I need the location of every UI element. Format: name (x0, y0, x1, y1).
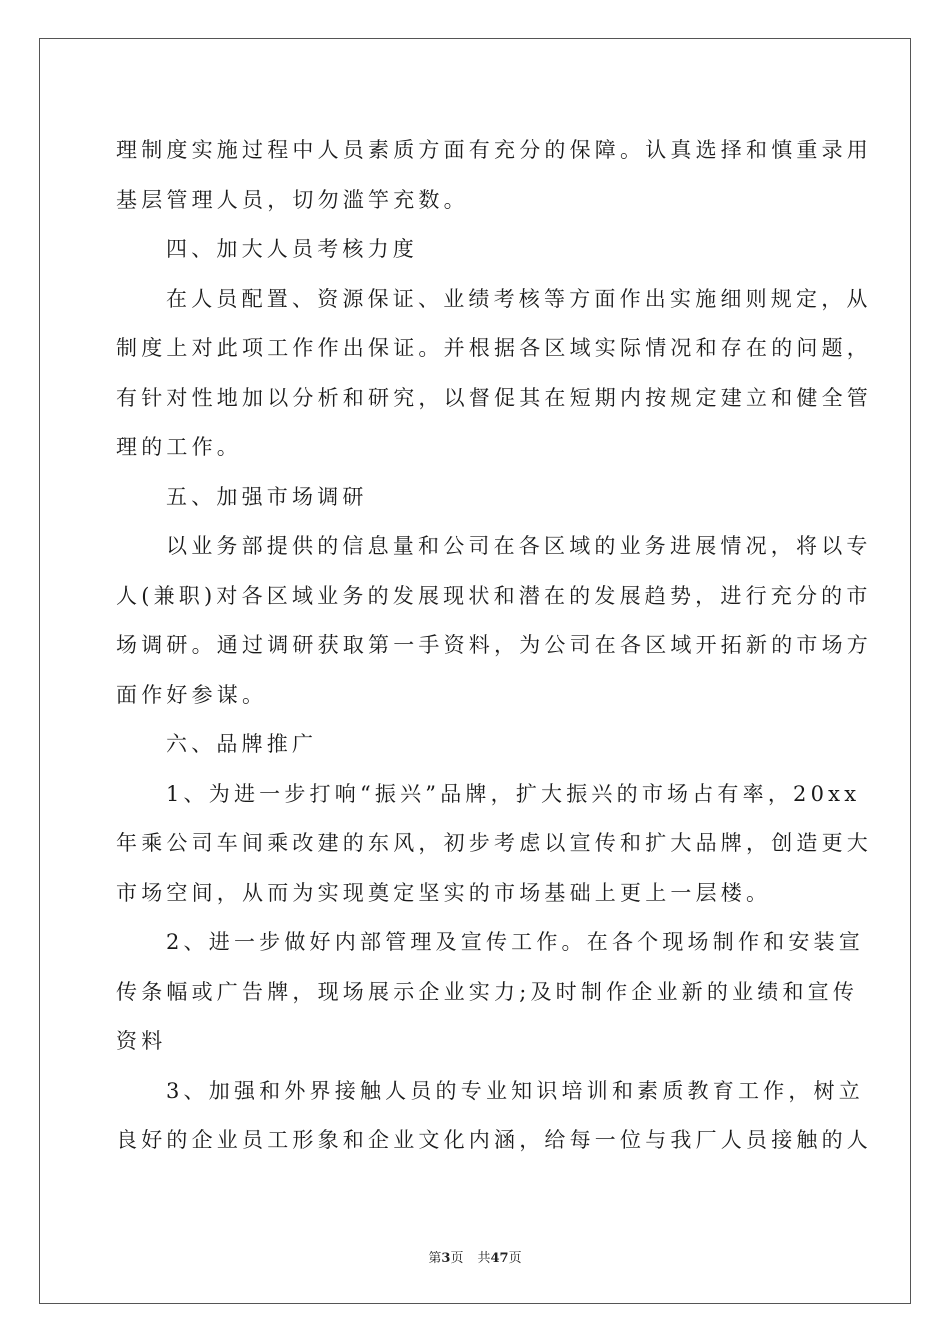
footer-page-suffix: 页 (450, 1251, 464, 1266)
text-line: 1、为进一步打响“振兴”品牌，扩大振兴的市场占有率，20xx (166, 781, 861, 806)
footer-total-prefix: 共 (477, 1251, 491, 1266)
text-line: 良好的企业员工形象和企业文化内涵，给每一位与我厂人员接触的人 (116, 1128, 872, 1152)
text-line: 场调研。通过调研获取第一手资料，为公司在各区域开拓新的市场方 (116, 633, 872, 657)
text-line: 制度上对此项工作作出保证。并根据各区域实际情况和存在的问题， (116, 336, 872, 360)
text-line: 传条幅或广告牌，现场展示企业实力;及时制作企业新的业绩和宣传 (116, 979, 859, 1004)
text-line: 以业务部提供的信息量和公司在各区域的业务进展情况，将以专 (166, 534, 872, 558)
text-line: 有针对性地加以分析和研究，以督促其在短期内按规定建立和健全管 (116, 385, 872, 410)
footer-total-suffix: 页 (508, 1251, 522, 1266)
text-line: 理的工作。 (116, 435, 242, 459)
text-line: 基层管理人员，切勿滥竽充数。 (116, 187, 469, 212)
text-line: 四、加大人员考核力度 (166, 237, 418, 261)
text-line: 五、加强市场调研 (166, 484, 368, 509)
text-line: 理制度实施过程中人员素质方面有充分的保障。认真选择和慎重录用 (116, 138, 872, 162)
document-body (116, 126, 872, 1166)
text-line: 在人员配置、资源保证、业绩考核等方面作出实施细则规定，从 (166, 286, 872, 311)
text-line: 年乘公司车间乘改建的东风，初步考虑以宣传和扩大品牌，创造更大 (116, 831, 872, 855)
text-line: 六、品牌推广 (166, 732, 318, 756)
page-footer (0, 1247, 950, 1266)
text-line: 市场空间，从而为实现奠定坚实的市场基础上更上一层楼。 (116, 880, 772, 905)
text-line: 2、进一步做好内部管理及宣传工作。在各个现场制作和安装宣 (166, 930, 864, 954)
footer-page-prefix: 第 (428, 1251, 442, 1266)
text-line: 3、加强和外界接触人员的专业知识培训和素质教育工作，树立 (166, 1078, 864, 1103)
text-line: 面作好参谋。 (116, 682, 268, 707)
footer-total-pages: 47 (490, 1251, 509, 1266)
footer-page-number: 3 (441, 1251, 451, 1266)
text-line: 资料 (116, 1029, 167, 1053)
text-line: 人(兼职)对各区域业务的发展现状和潜在的发展趋势，进行充分的市 (116, 583, 872, 608)
